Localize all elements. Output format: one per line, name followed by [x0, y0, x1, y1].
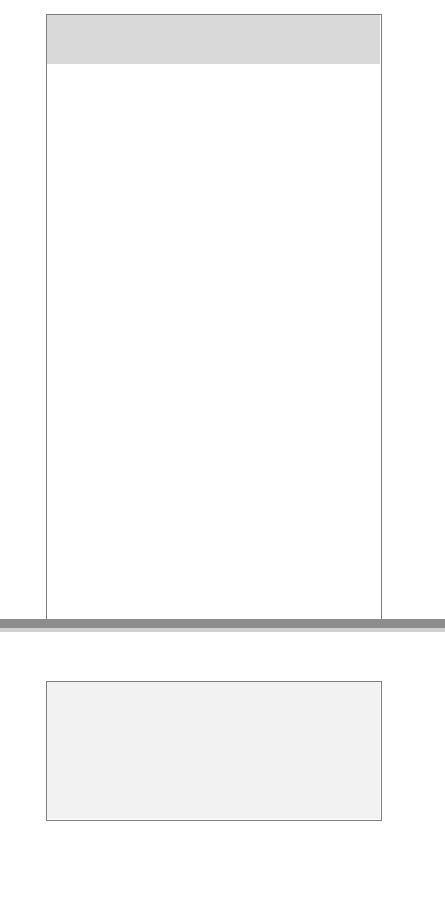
- page-break-bar: [0, 619, 445, 628]
- page-break-shadow: [0, 628, 445, 632]
- table-border-bottom: [46, 681, 382, 821]
- table-border-top: [46, 14, 382, 621]
